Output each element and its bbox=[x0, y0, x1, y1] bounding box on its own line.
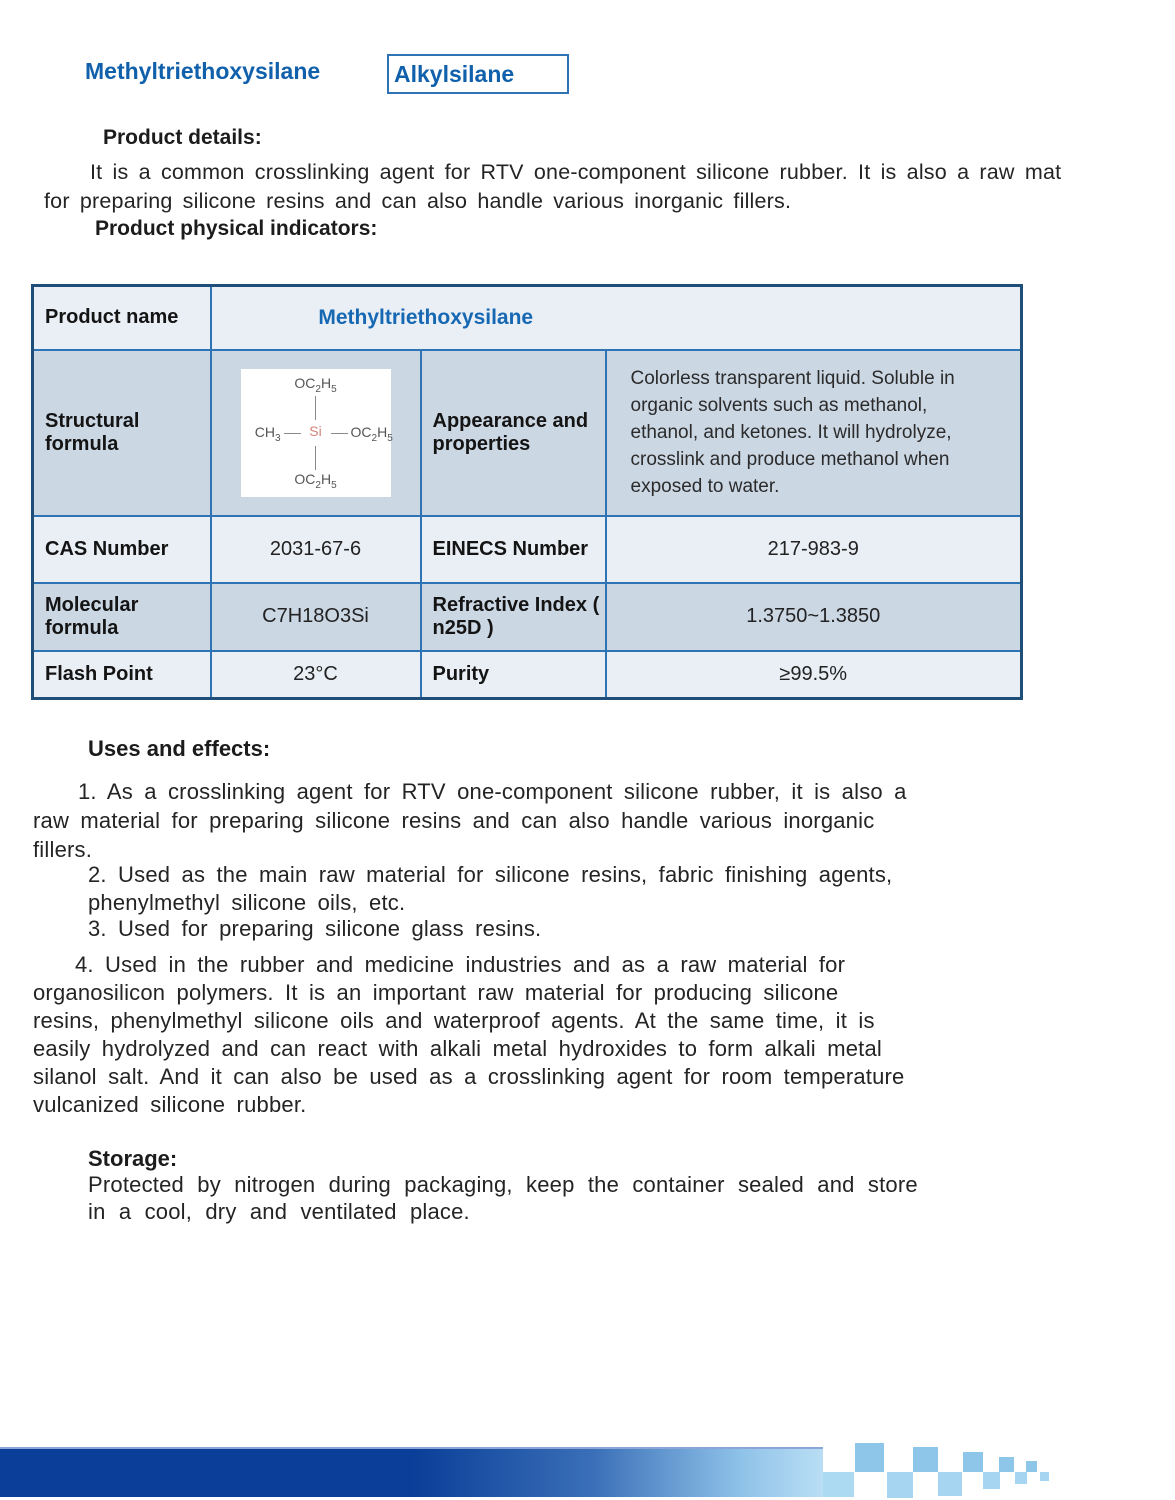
ethoxy-group-top: $OC_2H_5$ bbox=[294, 374, 337, 395]
flash-point-value: 23°C bbox=[211, 651, 421, 699]
details-line: for preparing silicone resins and can also handle various inorganic fillers. bbox=[44, 189, 792, 213]
structural-formula-label: Structural formula bbox=[33, 350, 211, 516]
einecs-number-label: EINECS Number bbox=[421, 516, 606, 583]
pixel-square bbox=[1040, 1472, 1049, 1481]
uses-heading: Uses and effects: bbox=[88, 736, 271, 761]
uses-line: easily hydrolyzed and can react with alkali metal hydroxides to form alkali metal bbox=[33, 1036, 882, 1061]
details-line: It is a common crosslinking agent for RTV one-component silicone rubber. It is also a raw mat bbox=[90, 160, 1062, 184]
bottom-accent-bar bbox=[0, 1447, 823, 1497]
uses-line: vulcanized silicone rubber. bbox=[33, 1092, 307, 1117]
uses-line: fillers. bbox=[33, 837, 93, 862]
pixel-square bbox=[913, 1447, 938, 1472]
einecs-number-value: 217-983-9 bbox=[606, 516, 1022, 583]
ethoxy-group-right: $OC_2H_5$ bbox=[328, 424, 393, 444]
storage-line: in a cool, dry and ventilated place. bbox=[88, 1199, 470, 1224]
molecular-formula-value: C7H18O3Si bbox=[211, 583, 421, 651]
purity-label: Purity bbox=[421, 651, 606, 699]
methyl-group: $CH_3$ bbox=[255, 424, 304, 444]
appearance-text: Colorless transparent liquid. Soluble in organic solvents such as methanol, ethanol, and ketones. It will hydrolyze, crosslink and produce methanol when exposed to water. bbox=[630, 368, 955, 497]
pixel-square bbox=[938, 1472, 962, 1496]
physical-indicators-heading: Product physical indicators: bbox=[95, 217, 378, 240]
structural-formula-diagram bbox=[241, 369, 391, 497]
uses-line: 1. As a crosslinking agent for RTV one-component silicone rubber, it is also a bbox=[78, 779, 907, 804]
pixel-square bbox=[963, 1452, 983, 1472]
uses-line: 2. Used as the main raw material for silicone resins, fabric finishing agents, bbox=[88, 862, 893, 887]
bond-line-top bbox=[315, 396, 317, 420]
bond-line-bottom bbox=[315, 446, 317, 470]
structural-formula-cell bbox=[211, 350, 421, 516]
uses-line: raw material for preparing silicone resins and can also handle various inorganic bbox=[33, 808, 875, 833]
uses-line: 3. Used for preparing silicone glass resins. bbox=[88, 916, 542, 941]
pixel-square bbox=[1026, 1461, 1037, 1472]
uses-line: 4. Used in the rubber and medicine industries and as a raw material for bbox=[75, 952, 846, 977]
uses-line: resins, phenylmethyl silicone oils and waterproof agents. At the same time, it is bbox=[33, 1008, 875, 1033]
flash-point-label: Flash Point bbox=[33, 651, 211, 699]
bottom-accent-step bbox=[823, 1472, 854, 1497]
product-name-label: Product name bbox=[33, 286, 211, 350]
page-title: Methyltriethoxysilane bbox=[85, 58, 321, 84]
refractive-index-label: Refractive Index ( n25D ) bbox=[421, 583, 606, 651]
product-name-value: Methyltriethoxysilane bbox=[318, 305, 534, 329]
refractive-index-value: 1.3750~1.3850 bbox=[606, 583, 1022, 651]
cas-number-label: CAS Number bbox=[33, 516, 211, 583]
appearance-label: Appearance and properties bbox=[421, 350, 606, 516]
storage-line: Protected by nitrogen during packaging, keep the container sealed and store bbox=[88, 1172, 918, 1197]
uses-line: organosilicon polymers. It is an important raw material for producing silicone bbox=[33, 980, 839, 1005]
uses-line: silanol salt. And it can also be used as a crosslinking agent for room temperature bbox=[33, 1064, 905, 1089]
pixel-square bbox=[887, 1472, 913, 1498]
bond-line-right bbox=[331, 433, 348, 434]
spec-table bbox=[31, 284, 1023, 700]
storage-heading: Storage: bbox=[88, 1146, 178, 1171]
cas-number-value: 2031-67-6 bbox=[211, 516, 421, 583]
silicon-atom: Si bbox=[309, 422, 322, 439]
appearance-cell bbox=[606, 350, 1022, 516]
molecular-formula-label: Molecular formula bbox=[33, 583, 211, 651]
uses-line: phenylmethyl silicone oils, etc. bbox=[88, 890, 406, 915]
category-box bbox=[387, 54, 569, 94]
pixel-square bbox=[1015, 1472, 1027, 1484]
pixel-square bbox=[999, 1457, 1014, 1472]
product-name-cell bbox=[211, 286, 1022, 350]
pixel-square bbox=[855, 1443, 884, 1472]
purity-value: ≥99.5% bbox=[606, 651, 1022, 699]
pixel-square bbox=[983, 1472, 1000, 1489]
ethoxy-group-bottom: $OC_2H_5$ bbox=[294, 470, 337, 491]
category-label: Alkylsilane bbox=[394, 60, 515, 87]
product-details-heading: Product details: bbox=[103, 126, 262, 149]
bond-line-left bbox=[284, 433, 301, 434]
